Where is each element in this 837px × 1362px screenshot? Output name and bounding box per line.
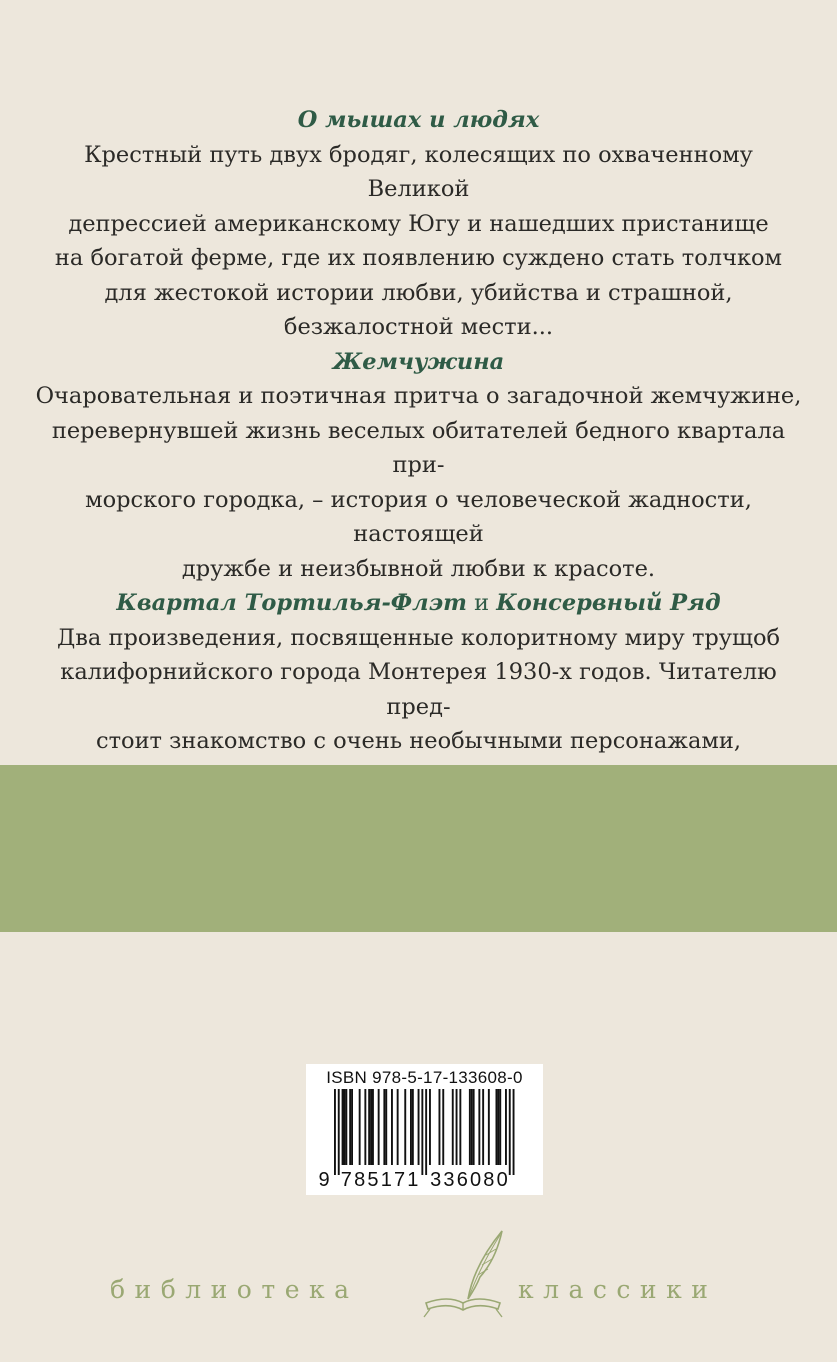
barcode-bar bbox=[478, 1089, 480, 1165]
blurb-line: морского городка, – история о человеческой жадности, настоящей bbox=[85, 486, 752, 547]
blurb-line: калифорнийского города Монтерея 1930-х годов. Читателю пред- bbox=[60, 659, 777, 720]
barcode-bar bbox=[473, 1089, 475, 1165]
blurb-line: на богатой ферме, где их появлению суждено стать толчком bbox=[54, 245, 783, 271]
barcode-bar bbox=[351, 1089, 353, 1165]
barcode-bar bbox=[383, 1089, 385, 1165]
green-band bbox=[0, 765, 837, 932]
title-conjunction: и bbox=[466, 590, 497, 616]
book-title-tortilla-flat-cannery-row bbox=[30, 586, 807, 621]
barcode-bar bbox=[338, 1089, 340, 1175]
barcode-bar bbox=[469, 1089, 471, 1165]
barcode-bar bbox=[456, 1089, 458, 1165]
barcode-bar bbox=[391, 1089, 393, 1165]
barcode-digit: 0 bbox=[469, 1169, 482, 1191]
barcode-digit: 8 bbox=[483, 1169, 495, 1191]
blurb-line: дружбе и неизбывной любви к красоте. bbox=[181, 555, 656, 582]
blurb-line: депрессией американскому Югу и нашедших пристанище bbox=[68, 210, 769, 237]
book-title-cannery-row: Консервный Ряд bbox=[496, 590, 721, 616]
barcode-bar bbox=[368, 1089, 370, 1165]
barcode-digit: 7 bbox=[340, 1169, 352, 1191]
blurb-line: безжалостной мести... bbox=[283, 314, 554, 340]
barcode-bar bbox=[452, 1089, 454, 1165]
barcode-bar bbox=[471, 1089, 473, 1165]
barcode-bar bbox=[418, 1089, 420, 1165]
barcode-bar bbox=[397, 1089, 399, 1165]
barcode-bar bbox=[345, 1089, 347, 1165]
barcode-bar bbox=[404, 1089, 406, 1165]
blurb-line: Очаровательная и поэтичная притча о загадочной жемчужине, bbox=[35, 383, 802, 409]
book-title-of-mice-and-men: О мышах и людях bbox=[297, 107, 540, 133]
book-title-the-pearl: Жемчужина bbox=[332, 348, 505, 375]
blurb-line: Крестный путь двух бродяг, колесящих по охваченному Великой bbox=[84, 141, 753, 202]
barcode-bar bbox=[459, 1089, 461, 1165]
barcode-bar bbox=[497, 1089, 499, 1165]
barcode-bar bbox=[342, 1089, 344, 1165]
barcode-digit: 5 bbox=[367, 1169, 379, 1191]
barcode-bar bbox=[482, 1089, 484, 1165]
blurb-line: стоит знакомство с очень необычными персонажами, bbox=[95, 728, 742, 754]
barcode-digit: 1 bbox=[380, 1169, 392, 1191]
barcode-bar bbox=[364, 1089, 366, 1165]
barcode-digit: 3 bbox=[430, 1169, 442, 1191]
series-name-right: классики bbox=[518, 1275, 718, 1304]
series-name bbox=[0, 1275, 837, 1315]
barcode-bar bbox=[429, 1089, 431, 1165]
barcode-bar bbox=[421, 1089, 423, 1175]
barcode-digit: 7 bbox=[393, 1169, 406, 1191]
barcode-bar bbox=[513, 1089, 515, 1175]
series-name-left: библиотека bbox=[110, 1275, 359, 1304]
barcode-bar bbox=[370, 1089, 372, 1165]
barcode-bar bbox=[334, 1089, 336, 1175]
barcode-bar bbox=[439, 1089, 441, 1165]
barcode-bar bbox=[496, 1089, 498, 1165]
barcode-bar bbox=[372, 1089, 374, 1165]
barcode-bar bbox=[425, 1089, 427, 1175]
barcode-bar bbox=[509, 1089, 511, 1175]
barcode-bar bbox=[412, 1089, 414, 1165]
isbn-label: ISBN 978-5-17-133608-0 bbox=[326, 1068, 523, 1087]
barcode bbox=[320, 1089, 532, 1189]
barcode-bar bbox=[442, 1089, 444, 1165]
barcode-bar bbox=[499, 1089, 501, 1165]
barcode-bar bbox=[488, 1089, 490, 1165]
barcode-digit: 6 bbox=[456, 1169, 468, 1191]
barcode-bar bbox=[410, 1089, 412, 1165]
barcode-bar bbox=[378, 1089, 380, 1165]
isbn-barcode-box bbox=[306, 1064, 543, 1195]
blurb-line: для жестокой истории любви, убийства и страшной, bbox=[104, 279, 733, 306]
barcode-bar bbox=[385, 1089, 387, 1165]
blurb-line: Два произведения, посвященные колоритному миру трущоб bbox=[56, 624, 781, 651]
barcode-bar bbox=[359, 1089, 361, 1165]
barcode-bar bbox=[505, 1089, 507, 1165]
barcode-digit: 0 bbox=[496, 1169, 508, 1191]
barcode-bar bbox=[344, 1089, 346, 1165]
barcode-bar bbox=[349, 1089, 351, 1165]
book-title-tortilla-flat: Квартал Тортилья-Флэт bbox=[116, 590, 467, 616]
barcode-digit: 9 bbox=[318, 1169, 330, 1191]
barcode-digit: 3 bbox=[443, 1169, 455, 1191]
barcode-digit: 8 bbox=[354, 1169, 366, 1191]
blurb-line: перевернувшей жизнь веселых обитателей бедного квартала при- bbox=[51, 417, 786, 478]
barcode-digit: 1 bbox=[407, 1169, 419, 1191]
